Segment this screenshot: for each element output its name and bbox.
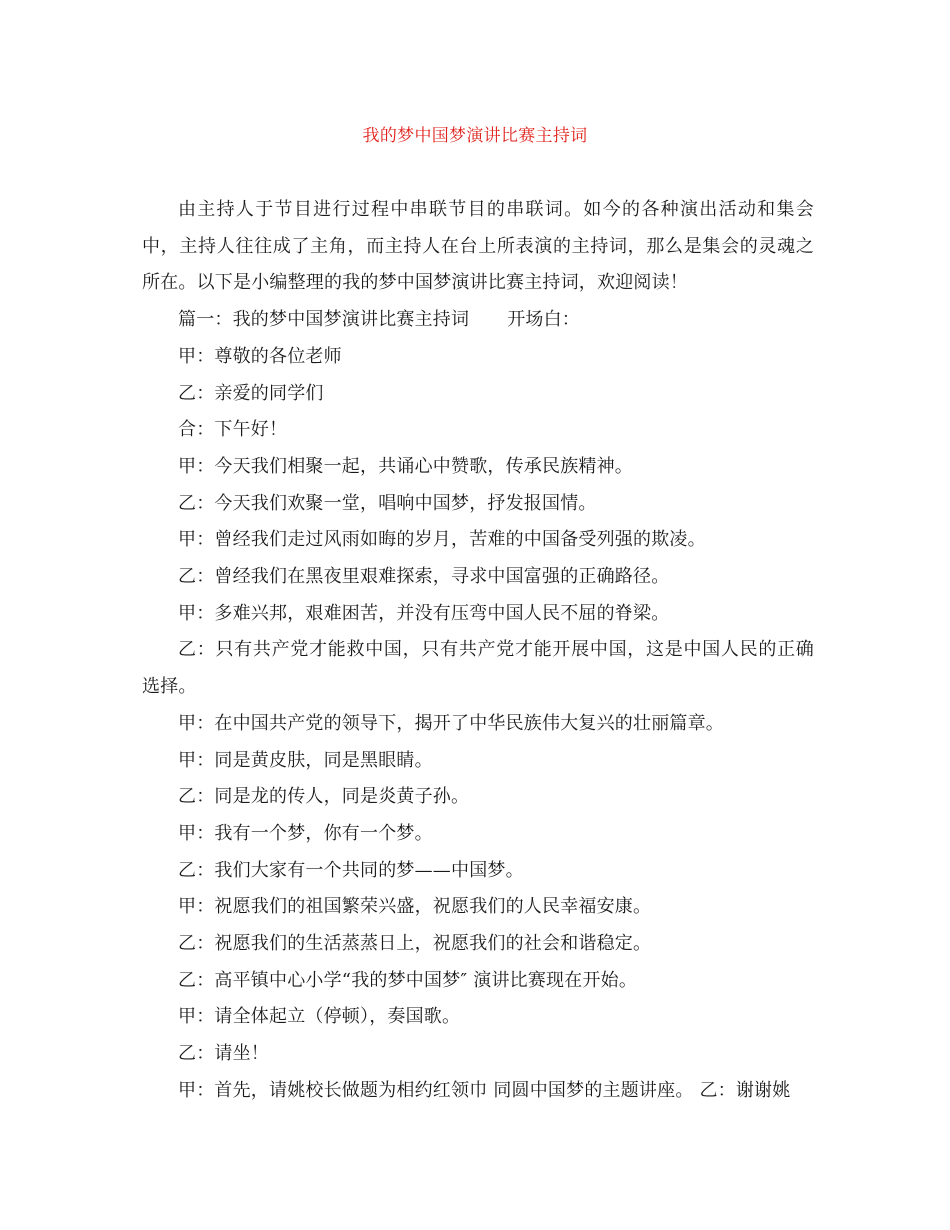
dialogue-line: 甲：尊敬的各位老师 bbox=[178, 345, 342, 367]
dialogue-line: 乙：亲爱的同学们 bbox=[178, 382, 324, 404]
dialogue-line: 乙：请坐！ bbox=[178, 1043, 269, 1065]
section-heading: 篇一：我的梦中国梦演讲比赛主持词 bbox=[178, 309, 470, 331]
dialogue-line: 甲：曾经我们走过风雨如晦的岁月，苦难的中国备受列强的欺凌。 bbox=[178, 529, 706, 551]
intro-paragraph: 由主持人于节目进行过程中串联节目的串联词。如今的各种演出活动和集会中，主持人往往成了主角，而主持人在台上所表演的主持词，那么是集会的灵魂之所在。以下是小编整理的我的梦中国梦演讲比赛主持词，欢迎阅读！ bbox=[142, 199, 814, 294]
dialogue-line: 乙：只有共产党才能救中国，只有共产党才能开展中国，这是中国人民的正确选择。 bbox=[142, 639, 814, 698]
dialogue-line: 甲：我有一个梦，你有一个梦。 bbox=[178, 822, 433, 844]
section-heading-line bbox=[142, 302, 814, 339]
dialogue-line: 甲：同是黄皮肤，同是黑眼睛。 bbox=[178, 749, 433, 771]
dialogue-line: 乙：高平镇中心小学“我的梦中国梦″ 演讲比赛现在开始。 bbox=[178, 969, 638, 991]
section-opening-label: 开场白： bbox=[507, 309, 581, 331]
dialogue-line: 甲：首先，请姚校长做题为相约红领巾 同圆中国梦的主题讲座。 乙：谢谢姚 bbox=[178, 1079, 791, 1101]
dialogue-line: 乙：祝愿我们的生活蒸蒸日上，祝愿我们的社会和谐稳定。 bbox=[178, 933, 652, 955]
dialogue-line: 乙：我们大家有一个共同的梦——中国梦。 bbox=[178, 859, 524, 881]
dialogue-line: 乙：同是龙的传人，同是炎黄子孙。 bbox=[178, 786, 470, 808]
dialogue-line: 乙：曾经我们在黑夜里艰难探索，寻求中国富强的正确路径。 bbox=[178, 566, 670, 588]
dialogue-line: 甲：请全体起立（停顿），奏国歌。 bbox=[178, 1006, 461, 1028]
document-title: 我的梦中国梦演讲比赛主持词 bbox=[362, 126, 588, 146]
dialogue-line: 甲：祝愿我们的祖国繁荣兴盛，祝愿我们的人民幸福安康。 bbox=[178, 896, 652, 918]
dialogue-line: 乙：今天我们欢聚一堂，唱响中国梦，抒发报国情。 bbox=[178, 492, 597, 514]
dialogue-line: 甲：今天我们相聚一起，共诵心中赞歌，传承民族精神。 bbox=[178, 455, 633, 477]
dialogue-line: 甲：多难兴邦，艰难困苦，并没有压弯中国人民不屈的脊梁。 bbox=[178, 602, 670, 624]
dialogue-line: 合：下午好！ bbox=[178, 419, 288, 441]
document-body bbox=[142, 192, 814, 1110]
dialogue-line: 甲：在中国共产党的领导下，揭开了中华民族伟大复兴的壮丽篇章。 bbox=[178, 712, 724, 734]
